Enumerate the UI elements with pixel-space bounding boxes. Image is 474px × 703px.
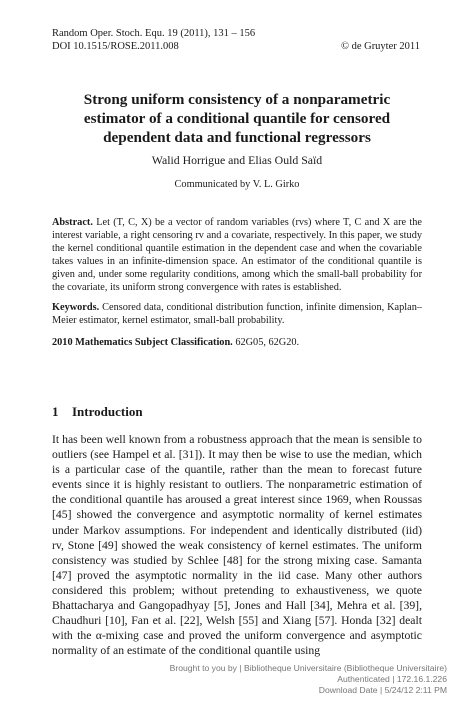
footer-authenticated: Authenticated | 172.16.1.226 bbox=[337, 674, 447, 684]
keywords-label: Keywords. bbox=[52, 302, 100, 313]
communicated-by: Communicated by V. L. Girko bbox=[174, 179, 300, 190]
section-title: Introduction bbox=[72, 404, 143, 419]
abstract-label: Abstract. bbox=[52, 217, 93, 228]
footer-download-date: Download Date | 5/24/12 2:11 PM bbox=[318, 685, 447, 695]
paper-title: Strong uniform consistency of a nonparametric estimator of a conditional quantile for censored dependent data and functional regressors bbox=[83, 91, 391, 146]
section-number: 1 bbox=[52, 404, 59, 419]
section-heading bbox=[52, 404, 143, 420]
abstract-text: Let (T, C, X) be a vector of random variables (rvs) where T, C and X are the interest variable, a right censoring rv and a covariate, respectively. In this paper, we study the kernel conditional quantile estimation in the dependent case and when the covariable takes values in an infinite-dimension space. An estimator of the conditional quantile is given and, under some regularity conditions, among which the small-ball probability for the covariate, its uniform strong convergence with rates is established. bbox=[52, 217, 422, 293]
keywords bbox=[52, 302, 422, 328]
msc-classification bbox=[52, 337, 422, 350]
journal-citation: Random Oper. Stoch. Equ. 19 (2011), 131 – 156 bbox=[52, 28, 256, 39]
msc-label: 2010 Mathematics Subject Classification. bbox=[52, 337, 233, 348]
authors: Walid Horrigue and Elias Ould Saïd bbox=[151, 153, 323, 167]
publisher-copyright: © de Gruyter 2011 bbox=[340, 41, 420, 52]
footer-brought-by: Brought to you by | Bibliotheque Universitaire (Bibliotheque Universitaire) bbox=[169, 663, 447, 673]
doi: DOI 10.1515/ROSE.2011.008 bbox=[52, 41, 179, 52]
keywords-text: Censored data, conditional distribution function, infinite dimension, Kaplan–Meier estimator, kernel estimator, small-ball probability. bbox=[52, 302, 422, 326]
abstract bbox=[52, 217, 422, 294]
intro-paragraph: It has been well known from a robustness approach that the mean is sensible to outliers (see Hampel et al. [31]). It may then be wise to use the median, which is a particular case of the quantile, rather than the mean to forecast future events since it is highly resistant to outliers. The nonparametric estimation of the conditional quantile has aroused a great interest since 1969, when Roussas [45] showed the convergence and asymptotic normality of kernel estimates under Markov assumptions. For independent and identically distributed (iid) rv, Stone [49] showed the weak consistency of kernel estimates. The uniform consistency was studied by Schlee [48] for the strong mixing case. Samanta [47] proved the asymptotic normality in the iid case. Many other authors considered this problem; without pretending to exhaustiveness, we quote Bhattacharya and Gangopadhyay [5], Jones and Hall [34], Mehra et al. [39], Chaudhuri [10], Fan et al. [22], Welsh [55] and Xiang [57]. Honda [32] dealt with the α-mixing case and proved the uniform convergence and asymptotic normality of an estimate of the conditional quantile using bbox=[52, 433, 422, 658]
msc-text: 62G05, 62G20. bbox=[235, 337, 300, 348]
